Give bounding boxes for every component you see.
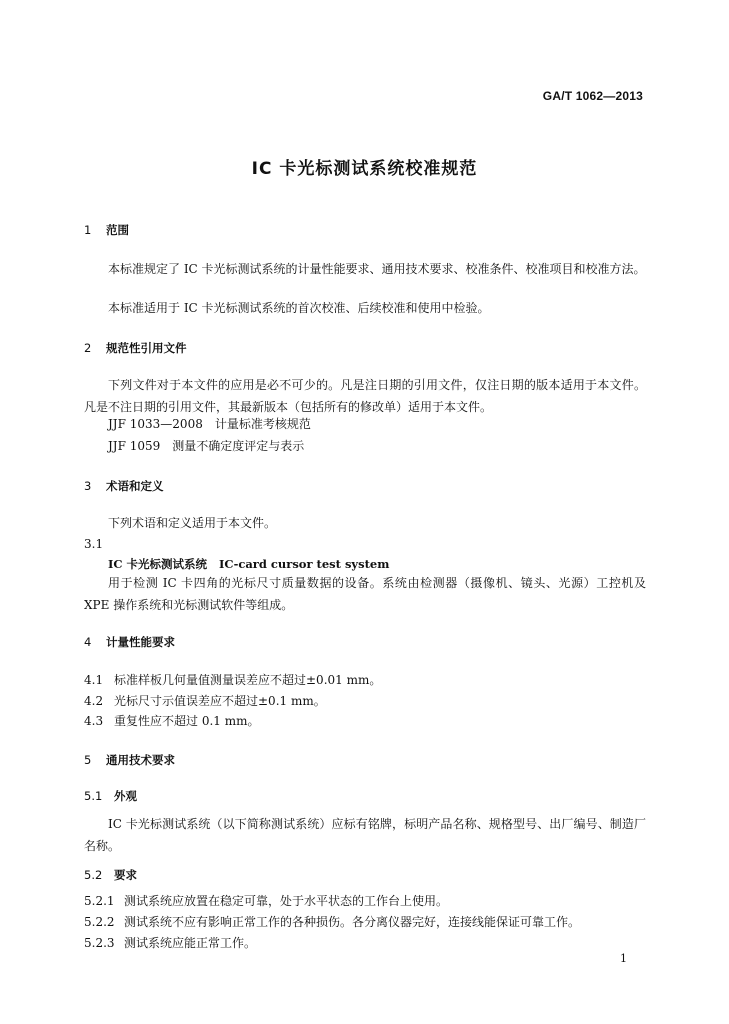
item-number: 5.2.3 [84, 936, 115, 950]
section-number: 1 [84, 223, 92, 237]
reference-jjf-1033: JJF 1033—2008 计量标准考核规范 [108, 417, 311, 431]
section-4-heading [84, 634, 175, 650]
section-1-heading [84, 222, 129, 238]
requirement-item [84, 669, 381, 691]
section-number: 2 [84, 341, 92, 355]
page-number: 1 [620, 952, 627, 965]
section-title: 规范性引用文件 [106, 341, 187, 355]
section-2-paragraph: 下列文件对于本文件的应用是必不可少的。凡是注日期的引用文件，仅注日期的版本适用于本文件。凡是不注日期的引用文件，其最新版本（包括所有的修改单）适用于本文件。 [84, 378, 646, 414]
item-number: 4.1 [84, 673, 104, 687]
standard-number: GA/T 1062—2013 [542, 89, 643, 103]
subsection-5-2-heading [84, 867, 137, 883]
item-text: 重复性应不超过 0.1 mm。 [114, 714, 260, 728]
term-chinese: IC 卡光标测试系统 [108, 557, 208, 571]
section-title: 外观 [114, 789, 137, 803]
subsection-5-1-heading [84, 788, 137, 804]
reference-jjf-1059: JJF 1059 测量不确定度评定与表示 [108, 439, 305, 453]
requirement-item [84, 932, 256, 954]
section-title: 术语和定义 [106, 479, 164, 493]
requirement-item [84, 710, 259, 732]
section-1-paragraph-1: 本标准规定了 IC 卡光标测试系统的计量性能要求、通用技术要求、校准条件、校准项目和校准方法。 [108, 262, 646, 276]
section-number: 5.1 [84, 789, 103, 803]
section-3-heading [84, 478, 164, 494]
item-number: 4.3 [84, 714, 104, 728]
section-title: 计量性能要求 [106, 635, 175, 649]
item-text: 标准样板几何量值测量误差应不超过±0.01 mm。 [114, 673, 382, 687]
section-number: 4 [84, 635, 92, 649]
section-number: 3 [84, 479, 92, 493]
section-title: 要求 [114, 868, 137, 882]
requirement-item [84, 890, 448, 912]
section-title: 范围 [106, 223, 129, 237]
section-3-intro: 下列术语和定义适用于本文件。 [108, 516, 277, 530]
item-text: 测试系统应放置在稳定可靠，处于水平状态的工作台上使用。 [124, 894, 449, 908]
document-title: IC 卡光标测试系统校准规范 [251, 159, 478, 179]
term-english: IC-card cursor test system [219, 557, 390, 571]
item-text: 光标尺寸示值误差应不超过±0.1 mm。 [114, 694, 326, 708]
section-title: 通用技术要求 [106, 753, 175, 767]
section-5-heading [84, 752, 175, 768]
item-text: 测试系统应能正常工作。 [124, 936, 257, 950]
item-text: 测试系统不应有影响正常工作的各种损伤。各分离仪器完好，连接线能保证可靠工作。 [124, 915, 581, 929]
requirement-item [84, 911, 580, 933]
subsection-5-1-paragraph: IC 卡光标测试系统（以下简称测试系统）应标有铭牌，标明产品名称、规格型号、出厂编号、制造厂名称。 [84, 817, 646, 853]
section-number: 5.2 [84, 868, 103, 882]
section-number: 5 [84, 753, 92, 767]
item-number: 4.2 [84, 694, 104, 708]
item-number: 5.2.2 [84, 915, 115, 929]
item-number: 5.2.1 [84, 894, 115, 908]
section-2-heading [84, 340, 187, 356]
subsection-3-1-number: 3.1 [84, 537, 104, 551]
term-definition: 用于检测 IC 卡四角的光标尺寸质量数据的设备。系统由检测器（摄像机、镜头、光源）工控机及 XPE 操作系统和光标测试软件等组成。 [84, 576, 646, 612]
section-1-paragraph-2: 本标准适用于 IC 卡光标测试系统的首次校准、后续校准和使用中检验。 [108, 301, 490, 315]
requirement-item [84, 690, 326, 712]
